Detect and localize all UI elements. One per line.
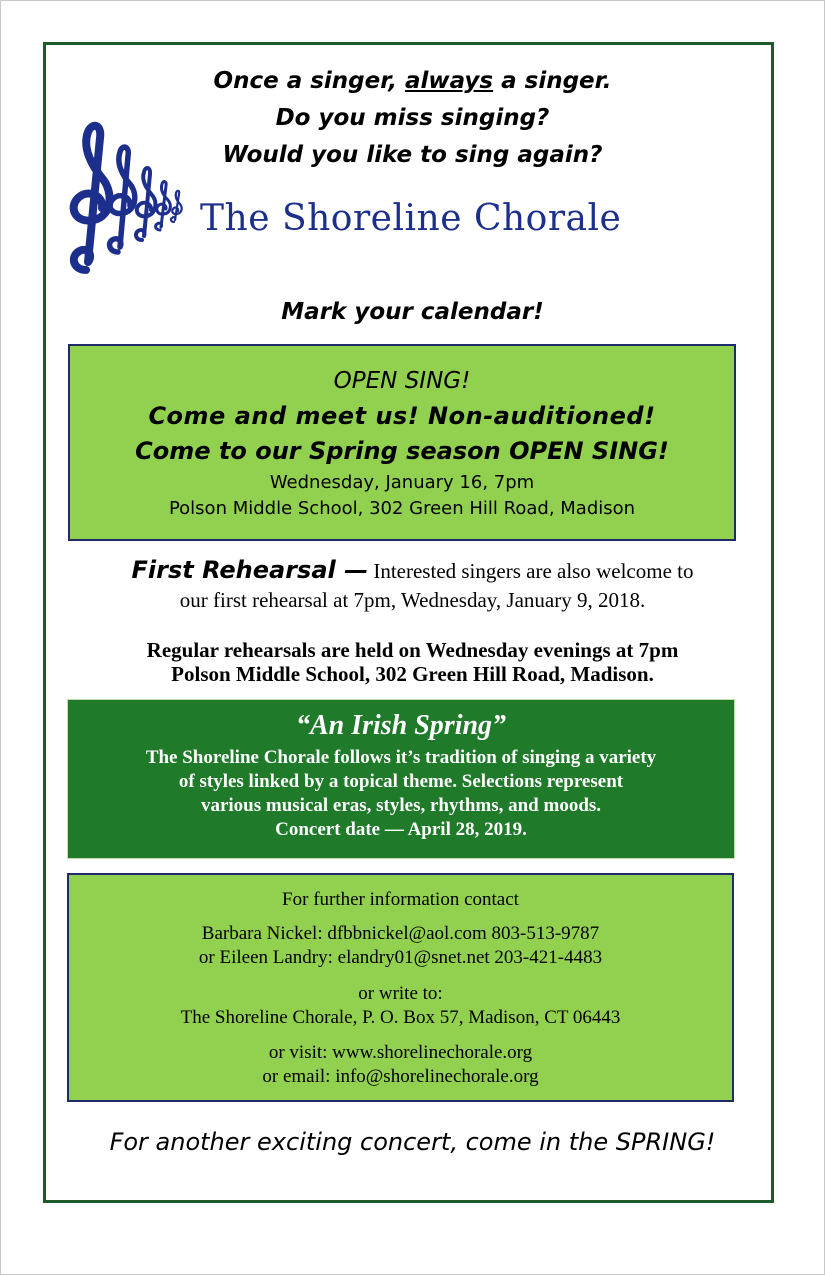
chorale-logo-text: The Shoreline Chorale xyxy=(200,198,622,239)
open-sing-date: Wednesday, January 16, 7pm xyxy=(269,472,535,493)
intro-emphasis: always xyxy=(404,68,494,94)
mailing-address: The Shoreline Chorale, P. O. Box 57, Madison, CT 06443 xyxy=(180,1007,621,1028)
open-sing-location: Polson Middle School, 302 Green Hill Road, Madison xyxy=(168,498,636,519)
first-rehearsal-line-1 xyxy=(0,556,825,584)
contact-heading: For further information contact xyxy=(282,889,519,910)
concert-line-1: The Shoreline Chorale follows it’s tradition of singing a variety xyxy=(145,747,657,768)
contact-person-2: or Eileen Landry: elandry01@snet.net 203-421-4483 xyxy=(198,947,603,968)
contact-person-1: Barbara Nickel: dfbbnickel@aol.com 803-513-9787 xyxy=(201,923,600,944)
concert-box xyxy=(67,699,735,859)
email-line[interactable]: or email: info@shorelinechorale.org xyxy=(262,1066,539,1087)
concert-title: “An Irish Spring” xyxy=(295,710,507,741)
regular-rehearsal-line-1: Regular rehearsals are held on Wednesday evenings at 7pm xyxy=(146,638,679,662)
first-rehearsal-text-2: our first rehearsal at 7pm, Wednesday, January 9, 2018. xyxy=(179,588,646,612)
intro-line-3: Would you like to sing again? xyxy=(222,142,603,168)
first-rehearsal-text-1: Interested singers are also welcome to xyxy=(368,559,694,583)
first-rehearsal-label: First Rehearsal — xyxy=(131,556,369,584)
intro-line-1 xyxy=(0,68,825,94)
concert-line-3: various musical eras, styles, rhythms, and moods. xyxy=(200,795,602,816)
calendar-heading: Mark your calendar! xyxy=(281,299,544,325)
open-sing-title: OPEN SING! xyxy=(333,368,471,394)
intro-line-1-end: a singer. xyxy=(493,68,612,94)
contact-box xyxy=(67,873,734,1102)
treble-clef-icon xyxy=(48,120,188,285)
open-sing-box xyxy=(68,344,736,541)
intro-line-2: Do you miss singing? xyxy=(275,105,550,131)
write-label: or write to: xyxy=(358,983,443,1004)
concert-date: Concert date — April 28, 2019. xyxy=(275,819,527,840)
concert-line-2: of styles linked by a topical theme. Selections represent xyxy=(178,771,624,792)
regular-rehearsal-line-2: Polson Middle School, 302 Green Hill Road, Madison. xyxy=(171,662,654,686)
open-sing-line-3: Come to our Spring season OPEN SING! xyxy=(135,437,669,465)
open-sing-line-2: Come and meet us! Non-auditioned! xyxy=(148,402,656,430)
website-line[interactable]: or visit: www.shorelinechorale.org xyxy=(268,1042,533,1063)
closing-line: For another exciting concert, come in the SPRING! xyxy=(109,1128,716,1156)
intro-line-1-start: Once a singer, xyxy=(213,68,405,94)
